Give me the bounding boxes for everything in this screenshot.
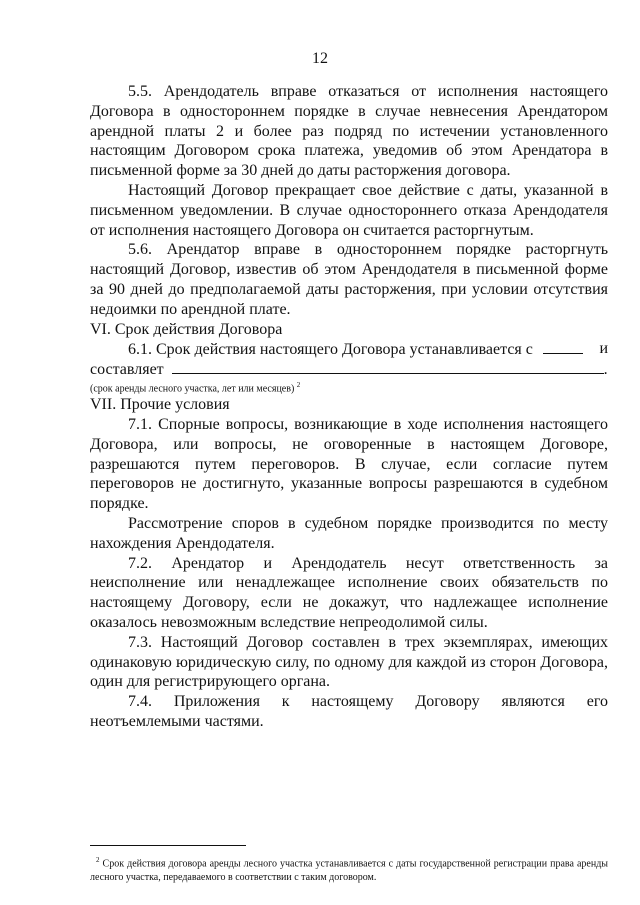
clause-6-1-line2 — [90, 359, 608, 379]
clause-5-5-continued: Настоящий Договор прекращает свое действие с даты, указанной в письменном уведомлении. В случае одностороннего отказа Арендодателя от исполнения настоящего Договора он считается расторгнутым. — [90, 181, 608, 239]
footnote-mark: 2 — [96, 856, 100, 864]
term-length-hint — [90, 379, 608, 395]
clause-7-3: 7.3. Настоящий Договор составлен в трех экземплярах, имеющих одинаковую юридическую силу, по одному для каждой из сторон Договора, один для регистрирующего органа. — [90, 633, 608, 691]
footnote-text: Срок действия договора аренды лесного участка устанавливается с даты государственной регистрации права аренды лесного участка, передаваемого в соответствии с таким договором. — [90, 858, 608, 884]
clause-6-1-period: . — [603, 361, 608, 379]
clause-7-1-continued: Рассмотрение споров в судебном порядке производится по месту нахождения Арендодателя. — [90, 515, 608, 552]
clause-6-1-text: 6.1. Срок действия настоящего Договора устанавливается с — [128, 341, 533, 359]
section-7-heading: VII. Прочие условия — [90, 396, 230, 414]
section-6-heading: VI. Срок действия Договора — [90, 320, 283, 338]
term-length-blank — [172, 359, 604, 374]
hint-text: (срок аренды лесного участка, лет или месяцев) — [90, 383, 295, 395]
clause-6-1-line2-label: составляет — [90, 361, 164, 379]
clause-5-6: 5.6. Арендатор вправе в одностороннем порядке расторгнуть настоящий Договор, известив об этом Арендодателя в письменной форме за 90 дней до предполагаемой даты расторжения, при условии отсутствия недоимки по арендной плате. — [90, 241, 608, 318]
footnote-divider — [90, 845, 246, 846]
footnote — [90, 853, 608, 885]
clause-6-1-line1 — [90, 339, 608, 359]
clause-5-5: 5.5. Арендодатель вправе отказаться от исполнения настоящего Договора в одностороннем порядке в случае невнесения Арендатором арендной платы 2 и более раз подряд по истечении установленного настоящим Договором срока платежа, уведомив об этом Арендатора в письменной форме за 30 дней до даты расторжения договора. — [90, 83, 608, 180]
clause-7-4: 7.4. Приложения к настоящему Договору являются его неотъемлемыми частями. — [90, 693, 608, 731]
clause-7-2: 7.2. Арендатор и Арендодатель несут ответственность за неисполнение или ненадлежащее исполнение своих обязательств по настоящему Договору, если не докажут, что надлежащее исполнение оказалось невозможным вследствие непреодолимой силы. — [90, 554, 608, 632]
clause-7-1: 7.1. Спорные вопросы, возникающие в ходе исполнения настоящего Договора, или вопросы, не оговоренные в настоящем Договоре, разрешаются путем переговоров. В случае, если согласие путем переговоров не достигнуто, указанные вопросы разрешаются в судебном порядке. — [90, 416, 608, 513]
clause-6-1-and: и — [599, 340, 608, 358]
page-body — [90, 82, 608, 732]
footnote-ref: 2 — [296, 380, 301, 389]
page-number: 12 — [312, 50, 328, 67]
term-start-blank — [543, 339, 583, 354]
